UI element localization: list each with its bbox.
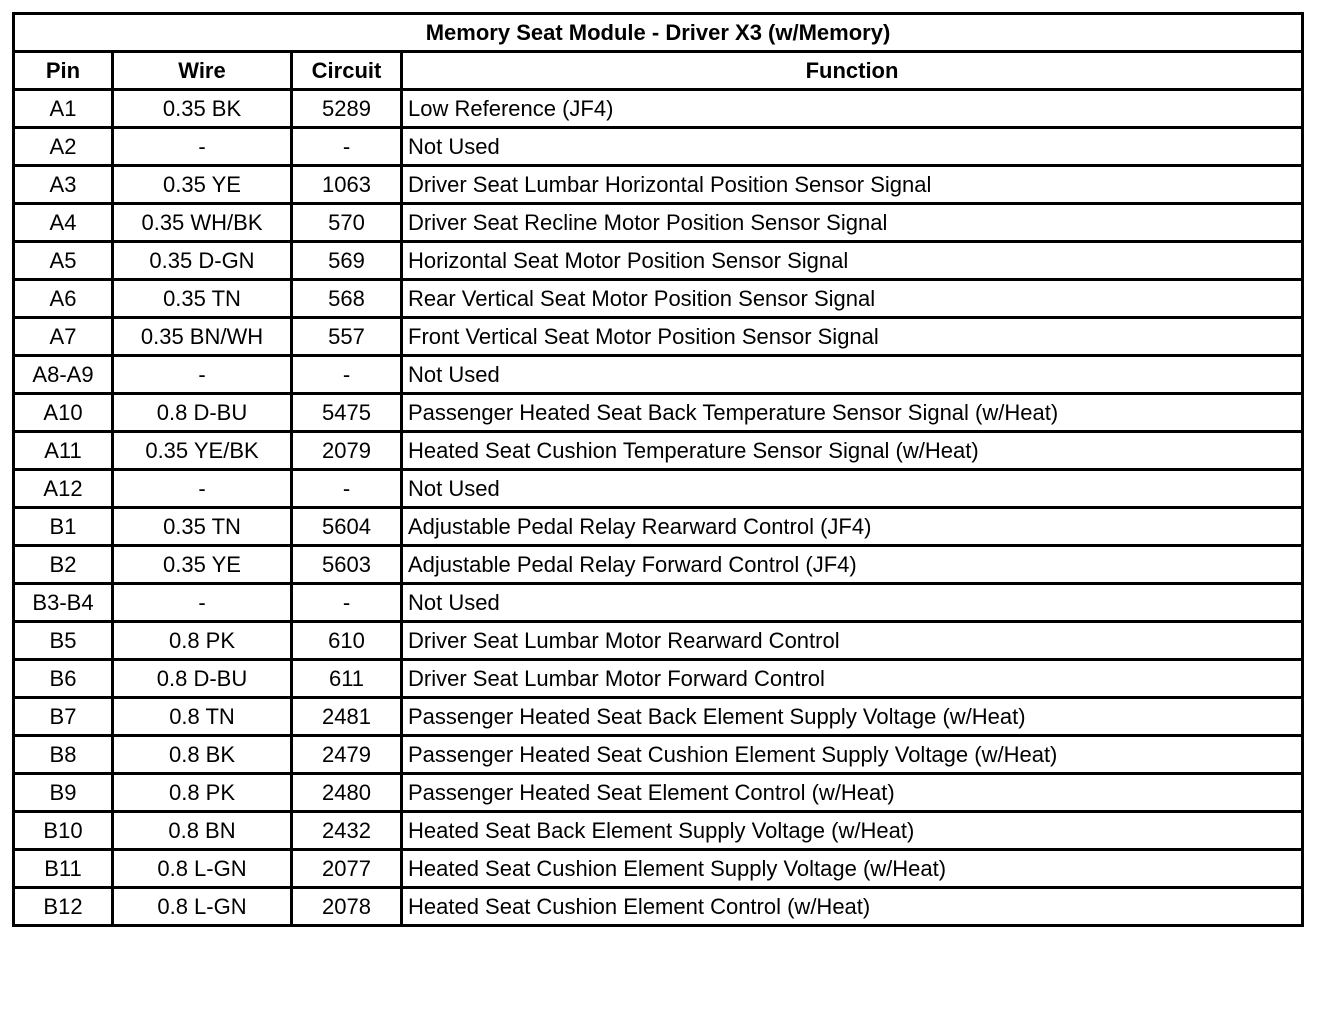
pin-cell: A6 [14,280,113,318]
function-cell: Driver Seat Lumbar Motor Rearward Control [402,622,1303,660]
circuit-cell: 557 [292,318,402,356]
function-cell: Not Used [402,584,1303,622]
circuit-cell: - [292,470,402,508]
function-cell: Driver Seat Lumbar Horizontal Position Sensor Signal [402,166,1303,204]
wire-cell: - [113,470,292,508]
table-row [14,698,1303,736]
function-cell: Heated Seat Back Element Supply Voltage (w/Heat) [402,812,1303,850]
table-row [14,736,1303,774]
function-cell: Adjustable Pedal Relay Rearward Control (JF4) [402,508,1303,546]
table-row [14,204,1303,242]
table-row [14,90,1303,128]
pin-cell: A8-A9 [14,356,113,394]
pin-cell: A7 [14,318,113,356]
function-cell: Not Used [402,128,1303,166]
table-title-row [14,14,1303,52]
circuit-cell: - [292,356,402,394]
table-row [14,584,1303,622]
circuit-cell: 2479 [292,736,402,774]
table-row [14,508,1303,546]
pin-cell: B12 [14,888,113,926]
function-cell: Rear Vertical Seat Motor Position Sensor Signal [402,280,1303,318]
circuit-cell: 610 [292,622,402,660]
pin-cell: A10 [14,394,113,432]
table-header-row [14,52,1303,90]
function-cell: Not Used [402,356,1303,394]
circuit-cell: 5603 [292,546,402,584]
table-row [14,394,1303,432]
pin-cell: A1 [14,90,113,128]
table-row [14,432,1303,470]
function-cell: Passenger Heated Seat Element Control (w/Heat) [402,774,1303,812]
table-row [14,128,1303,166]
wire-cell: 0.8 D-BU [113,660,292,698]
pin-cell: B9 [14,774,113,812]
connector-pinout-table [12,12,1304,927]
function-cell: Passenger Heated Seat Back Element Supply Voltage (w/Heat) [402,698,1303,736]
pin-cell: B10 [14,812,113,850]
function-cell: Not Used [402,470,1303,508]
pin-cell: A2 [14,128,113,166]
pin-cell: B2 [14,546,113,584]
table-row [14,546,1303,584]
function-cell: Driver Seat Lumbar Motor Forward Control [402,660,1303,698]
circuit-cell: 2432 [292,812,402,850]
function-cell: Front Vertical Seat Motor Position Sensor Signal [402,318,1303,356]
pin-cell: B7 [14,698,113,736]
function-cell: Low Reference (JF4) [402,90,1303,128]
wire-cell: 0.8 PK [113,774,292,812]
pin-cell: B5 [14,622,113,660]
circuit-cell: 5475 [292,394,402,432]
wire-cell: - [113,128,292,166]
wire-cell: 0.35 TN [113,508,292,546]
pin-cell: B1 [14,508,113,546]
table-body [14,90,1303,926]
pin-cell: A5 [14,242,113,280]
table-row [14,622,1303,660]
wire-cell: 0.8 L-GN [113,850,292,888]
table-row [14,280,1303,318]
wire-cell: - [113,356,292,394]
wire-cell: 0.35 YE [113,166,292,204]
function-cell: Horizontal Seat Motor Position Sensor Signal [402,242,1303,280]
wire-cell: 0.35 D-GN [113,242,292,280]
pin-cell: A11 [14,432,113,470]
function-cell: Passenger Heated Seat Cushion Element Supply Voltage (w/Heat) [402,736,1303,774]
wire-cell: 0.35 WH/BK [113,204,292,242]
header-circuit: Circuit [292,52,402,90]
circuit-cell: 5289 [292,90,402,128]
circuit-cell: 2481 [292,698,402,736]
table-row [14,774,1303,812]
table-row [14,318,1303,356]
function-cell: Driver Seat Recline Motor Position Sensor Signal [402,204,1303,242]
wire-cell: 0.8 L-GN [113,888,292,926]
pin-cell: B11 [14,850,113,888]
wire-cell: 0.8 D-BU [113,394,292,432]
wire-cell: 0.8 BK [113,736,292,774]
circuit-cell: 1063 [292,166,402,204]
table-row [14,812,1303,850]
table-row [14,166,1303,204]
table-row [14,888,1303,926]
pin-cell: A3 [14,166,113,204]
function-cell: Heated Seat Cushion Element Supply Voltage (w/Heat) [402,850,1303,888]
circuit-cell: 2079 [292,432,402,470]
pin-cell: A4 [14,204,113,242]
circuit-cell: 611 [292,660,402,698]
pin-cell: A12 [14,470,113,508]
header-pin: Pin [14,52,113,90]
circuit-cell: 5604 [292,508,402,546]
wire-cell: 0.35 TN [113,280,292,318]
table-title: Memory Seat Module - Driver X3 (w/Memory) [14,14,1303,52]
pin-cell: B8 [14,736,113,774]
circuit-cell: 2077 [292,850,402,888]
wire-cell: 0.8 PK [113,622,292,660]
function-cell: Heated Seat Cushion Element Control (w/Heat) [402,888,1303,926]
header-wire: Wire [113,52,292,90]
circuit-cell: - [292,584,402,622]
pin-cell: B6 [14,660,113,698]
pin-cell: B3-B4 [14,584,113,622]
wire-cell: 0.35 BK [113,90,292,128]
wire-cell: 0.35 YE [113,546,292,584]
wire-cell: 0.8 BN [113,812,292,850]
wire-cell: - [113,584,292,622]
table-row [14,850,1303,888]
function-cell: Passenger Heated Seat Back Temperature Sensor Signal (w/Heat) [402,394,1303,432]
header-function: Function [402,52,1303,90]
circuit-cell: 2078 [292,888,402,926]
wire-cell: 0.35 YE/BK [113,432,292,470]
circuit-cell: 568 [292,280,402,318]
wire-cell: 0.35 BN/WH [113,318,292,356]
table-row [14,660,1303,698]
table-row [14,470,1303,508]
circuit-cell: 570 [292,204,402,242]
circuit-cell: 569 [292,242,402,280]
circuit-cell: - [292,128,402,166]
function-cell: Adjustable Pedal Relay Forward Control (JF4) [402,546,1303,584]
table-row [14,356,1303,394]
circuit-cell: 2480 [292,774,402,812]
table-row [14,242,1303,280]
function-cell: Heated Seat Cushion Temperature Sensor Signal (w/Heat) [402,432,1303,470]
wire-cell: 0.8 TN [113,698,292,736]
